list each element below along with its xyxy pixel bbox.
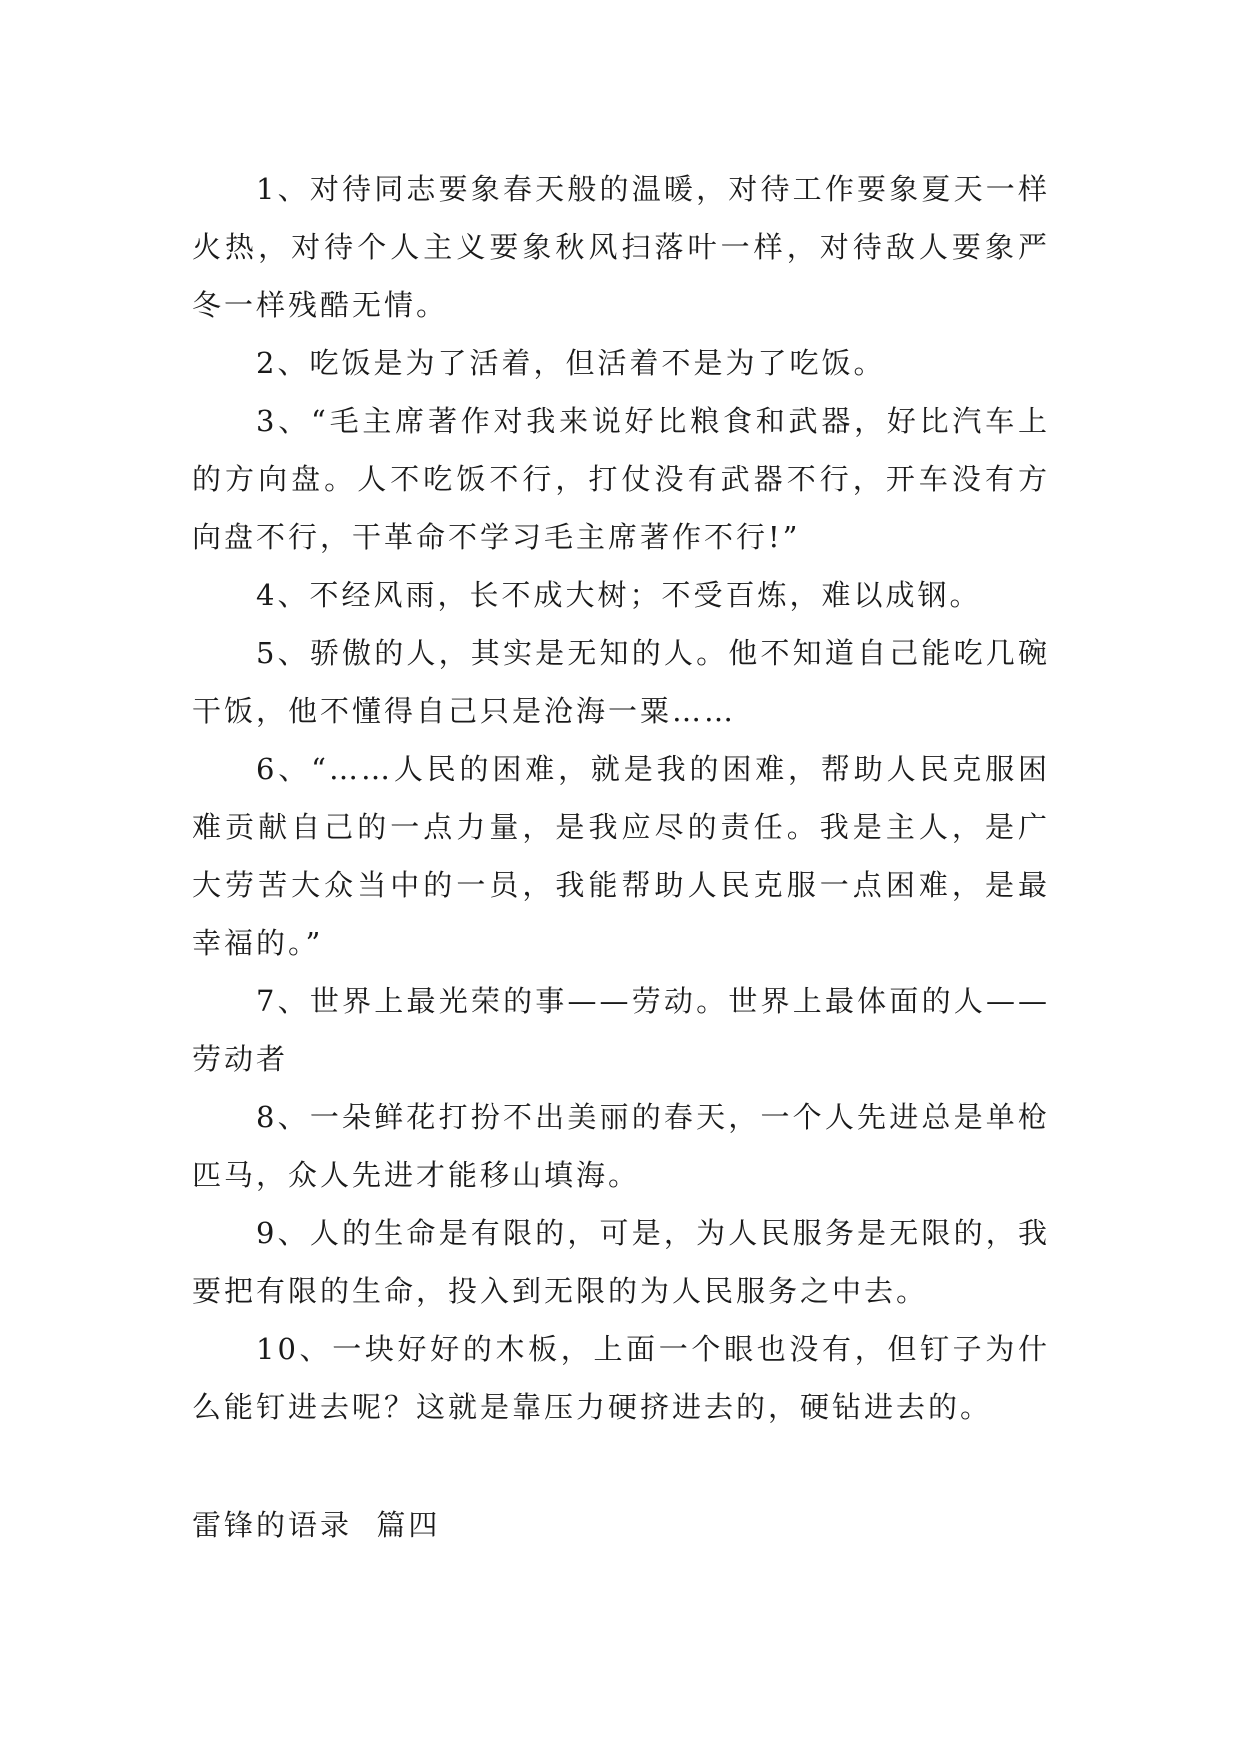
quote-paragraph: 4、不经风雨，长不成大树；不受百炼，难以成钢。: [256, 578, 982, 612]
quote-paragraph: 2、吃饭是为了活着，但活着不是为了吃饭。: [256, 346, 886, 380]
section-heading: 雷锋的语录 篇四: [192, 1508, 441, 1542]
quote-paragraph: 6、“……人民的困难，就是我的困难，帮助人民克服困难贡献自己的一点力量，是我应尽的责任。我是主人，是广大劳苦大众当中的一员，我能帮助人民克服一点困难，是最幸福的。”: [192, 752, 1050, 960]
quote-paragraph: 8、一朵鲜花打扮不出美丽的春天，一个人先进总是单枪匹马，众人先进才能移山填海。: [192, 1100, 1050, 1192]
quote-list: [192, 160, 1050, 1436]
quote-paragraph: 9、人的生命是有限的，可是，为人民服务是无限的，我要把有限的生命，投入到无限的为人民服务之中去。: [192, 1216, 1050, 1308]
quote-paragraph: 1、对待同志要象春天般的温暖，对待工作要象夏天一样火热，对待个人主义要象秋风扫落叶一样，对待敌人要象严冬一样残酷无情。: [192, 172, 1050, 322]
quote-paragraph: 3、“毛主席著作对我来说好比粮食和武器，好比汽车上的方向盘。人不吃饭不行，打仗没有武器不行，开车没有方向盘不行，干革命不学习毛主席著作不行!”: [192, 404, 1050, 554]
quote-paragraph: 7、世界上最光荣的事——劳动。世界上最体面的人——劳动者: [192, 984, 1050, 1076]
quote-paragraph: 5、骄傲的人，其实是无知的人。他不知道自己能吃几碗干饭，他不懂得自己只是沧海一粟……: [192, 636, 1050, 728]
quote-paragraph: 10、一块好好的木板，上面一个眼也没有，但钉子为什么能钉进去呢？这就是靠压力硬挤进去的，硬钻进去的。: [192, 1332, 1050, 1424]
